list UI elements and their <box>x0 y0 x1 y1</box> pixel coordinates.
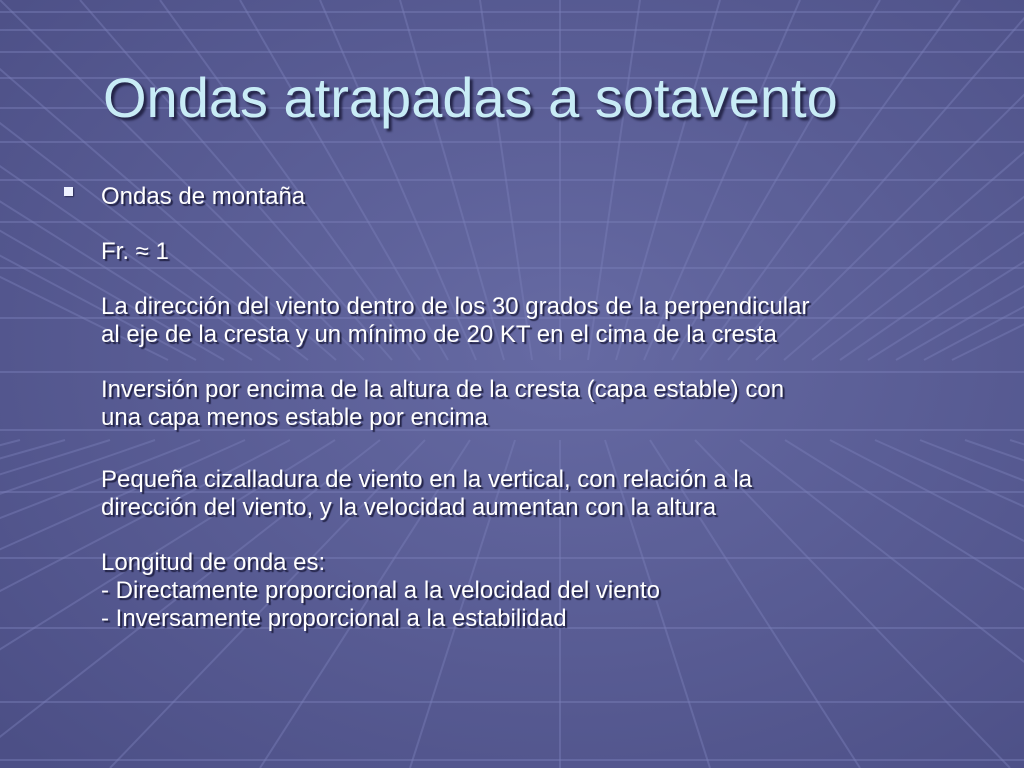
bullet-square-icon <box>64 187 73 196</box>
wind-direction-line-2: al eje de la cresta y un mínimo de 20 KT en el cima de la cresta <box>101 321 777 348</box>
slide-body <box>101 183 981 633</box>
shear-line-1: Pequeña cizalladura de viento en la vertical, con relación a la <box>101 466 753 493</box>
slide-title: Ondas atrapadas a sotavento <box>103 66 838 129</box>
inversion-line-1: Inversión por encima de la altura de la cresta (capa estable) con <box>101 376 785 403</box>
wavelength-item-1: - Directamente proporcional a la velocidad del viento <box>101 577 660 604</box>
inversion-line-2: una capa menos estable por encima <box>101 404 488 431</box>
froude-line: Fr. ≈ 1 <box>101 238 169 265</box>
bullet-heading: Ondas de montaña <box>101 183 306 210</box>
wind-direction-line-1: La dirección del viento dentro de los 30 grados de la perpendicular <box>101 293 810 320</box>
wavelength-item-2: - Inversamente proporcional a la estabilidad <box>101 605 567 632</box>
shear-line-2: dirección del viento, y la velocidad aumentan con la altura <box>101 494 717 521</box>
wavelength-heading: Longitud de onda es: <box>101 549 326 576</box>
